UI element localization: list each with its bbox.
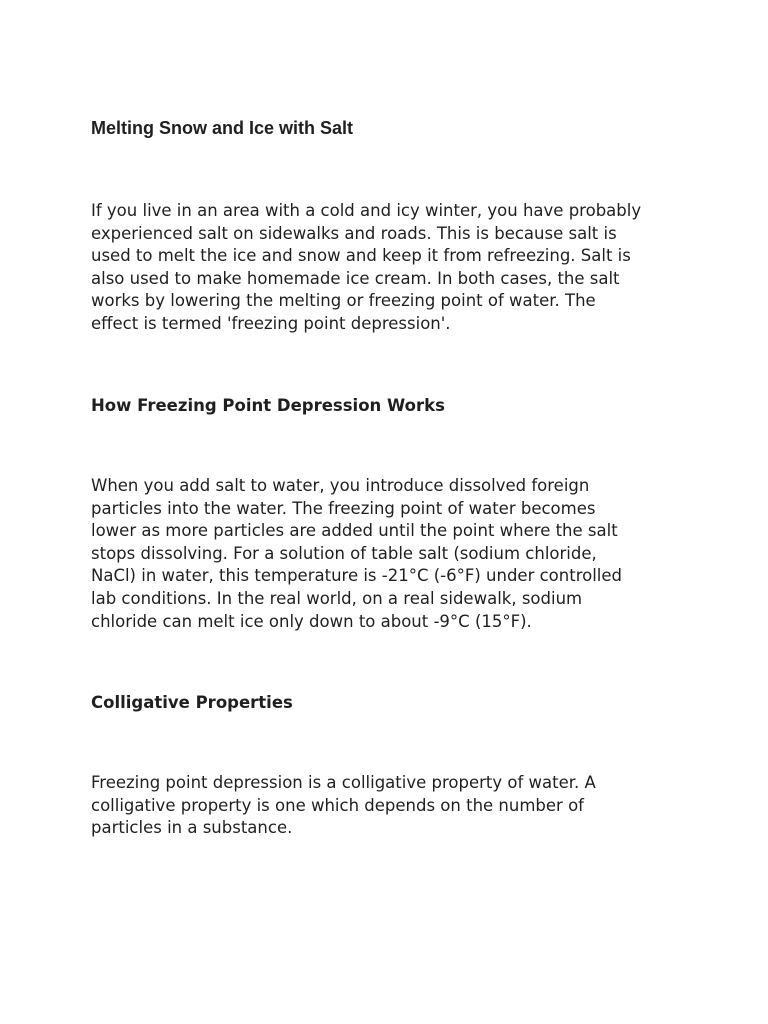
document-title: Melting Snow and Ice with Salt — [91, 118, 354, 138]
colligative-paragraph — [91, 772, 691, 840]
paragraph-line: Freezing point depression is a colligative property of water. A — [91, 773, 596, 792]
paragraph-line: effect is termed 'freezing point depression'. — [91, 313, 451, 333]
intro-paragraph — [91, 200, 691, 336]
paragraph-line: particles into the water. The freezing point of water becomes — [91, 498, 596, 518]
paragraph-line: particles in a substance. — [91, 818, 293, 838]
paragraph-line: also used to make homemade ice cream. In both cases, the salt — [91, 268, 620, 288]
section-heading-colligative: Colligative Properties — [91, 693, 293, 712]
freezing-point-paragraph — [91, 475, 691, 633]
paragraph-line: NaCl) in water, this temperature is -21°C (-6°F) under controlled — [91, 566, 623, 586]
paragraph-line: stops dissolving. For a solution of table salt (sodium chloride, — [91, 543, 597, 563]
paragraph-line: When you add salt to water, you introduce dissolved foreign — [91, 476, 590, 495]
paragraph-line: experienced salt on sidewalks and roads. This is because salt is — [91, 223, 617, 243]
paragraph-line: used to melt the ice and snow and keep it from refreezing. Salt is — [91, 246, 631, 266]
section-heading-freezing-point: How Freezing Point Depression Works — [91, 396, 445, 415]
paragraph-line: If you live in an area with a cold and icy winter, you have probably — [91, 201, 642, 220]
paragraph-line: lab conditions. In the real world, on a real sidewalk, sodium — [91, 588, 583, 608]
paragraph-line: works by lowering the melting or freezing point of water. The — [91, 291, 596, 311]
paragraph-line: lower as more particles are added until the point where the salt — [91, 521, 618, 541]
paragraph-line: colligative property is one which depends on the number of — [91, 795, 584, 815]
paragraph-line: chloride can melt ice only down to about -9°C (15°F). — [91, 611, 532, 631]
